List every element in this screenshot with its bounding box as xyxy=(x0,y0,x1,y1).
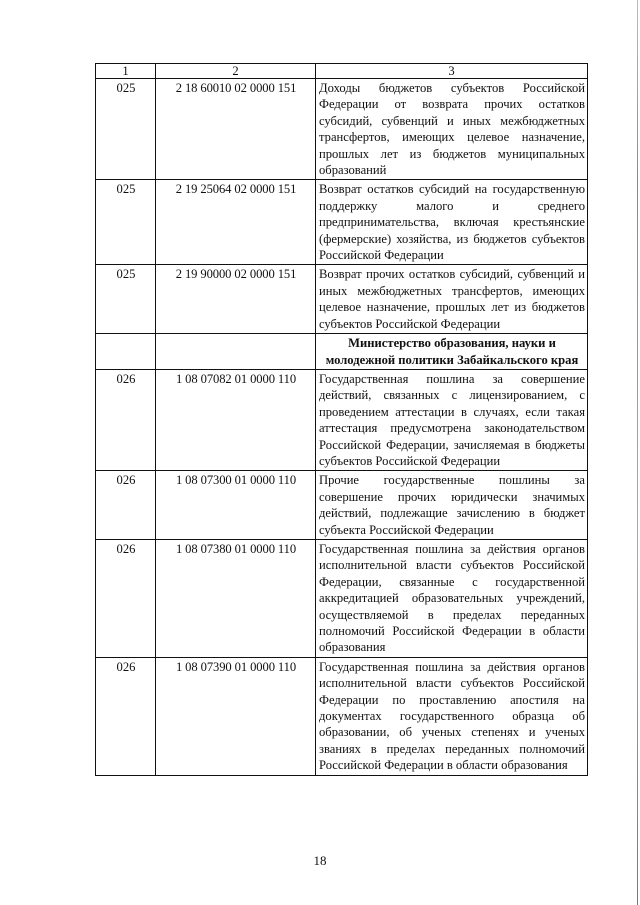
revenue-code-cell: 1 08 07390 01 0000 110 xyxy=(156,657,316,775)
empty-cell xyxy=(156,334,316,370)
page-number: 18 xyxy=(313,853,327,868)
table-row xyxy=(96,265,588,334)
column-header: 1 xyxy=(96,64,156,79)
description-cell: Государственная пошлина за совершение действий, связанных с лицензированием, с проведением аттестации в случаях, если такая аттестация предусмотрена законодательством Российской Федерации, зачисляемая в бюджеты субъектов Российской Федерации xyxy=(316,369,588,470)
admin-code-cell: 026 xyxy=(96,657,156,775)
revenue-code-cell: 2 18 60010 02 0000 151 xyxy=(156,79,316,180)
admin-code-cell: 025 xyxy=(96,180,156,265)
revenue-code-cell: 2 19 25064 02 0000 151 xyxy=(156,180,316,265)
description-cell: Доходы бюджетов субъектов Российской Федерации от возврата прочих остатков субсидий, субвенций и иных межбюджетных трансфертов, имеющих целевое назначение, прошлых лет из бюджетов муниципальных образований xyxy=(316,79,588,180)
table-row xyxy=(96,369,588,470)
description-cell: Государственная пошлина за действия органов исполнительной власти субъектов Российской Федерации по проставлению апостиля на документах государственного образца об образовании, об ученых степенях и ученых званиях в пределах переданных полномочий Российской Федерации в области образования xyxy=(316,657,588,775)
empty-cell xyxy=(96,334,156,370)
revenue-code-cell: 1 08 07380 01 0000 110 xyxy=(156,539,316,657)
column-header: 3 xyxy=(316,64,588,79)
description-cell: Возврат остатков субсидий на государственную поддержку малого и среднего предпринимательства, включая крестьянские (фермерские) хозяйства, из бюджетов субъектов Российской Федерации xyxy=(316,180,588,265)
revenue-code-table xyxy=(95,63,588,776)
revenue-code-cell: 1 08 07300 01 0000 110 xyxy=(156,471,316,540)
admin-code-cell: 025 xyxy=(96,79,156,180)
table-row xyxy=(96,79,588,180)
admin-code-cell: 026 xyxy=(96,539,156,657)
table-row xyxy=(96,657,588,775)
column-header: 2 xyxy=(156,64,316,79)
table-row xyxy=(96,180,588,265)
description-cell: Государственная пошлина за действия органов исполнительной власти субъектов Российской Федерации, связанные с государственной аккредитацией образовательных учреждений, осуществляемой в пределах переданных полномочий Российской Федерации в области образования xyxy=(316,539,588,657)
admin-code-cell: 026 xyxy=(96,369,156,470)
section-heading: Министерство образования, науки и молодежной политики Забайкальского края xyxy=(316,334,588,370)
scan-edge xyxy=(637,0,638,905)
admin-code-cell: 025 xyxy=(96,265,156,334)
section-heading-row xyxy=(96,334,588,370)
table-row xyxy=(96,471,588,540)
description-cell: Возврат прочих остатков субсидий, субвенций и иных межбюджетных трансфертов, имеющих целевое назначение, прошлых лет из бюджетов субъектов Российской Федерации xyxy=(316,265,588,334)
description-cell: Прочие государственные пошлины за совершение прочих юридически значимых действий, подлежащие зачислению в бюджет субъекта Российской Федерации xyxy=(316,471,588,540)
admin-code-cell: 026 xyxy=(96,471,156,540)
revenue-code-cell: 1 08 07082 01 0000 110 xyxy=(156,369,316,470)
table-header-row xyxy=(96,64,588,79)
table-row xyxy=(96,539,588,657)
revenue-code-cell: 2 19 90000 02 0000 151 xyxy=(156,265,316,334)
